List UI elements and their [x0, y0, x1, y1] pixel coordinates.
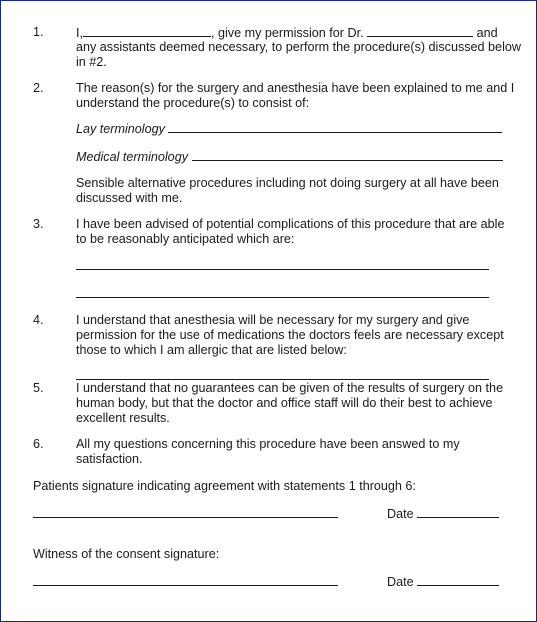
item-2-line-3: Sensible alternative procedures including not doing surgery at all have been [76, 176, 499, 190]
lay-terminology-row [76, 121, 502, 137]
item-2-line-1: The reason(s) for the surgery and anesthesia have been explained to me and I [76, 81, 515, 95]
witness-date-field[interactable] [417, 574, 499, 586]
witness-date-row [387, 574, 499, 590]
item-1-line-2: any assistants deemed necessary, to perform the procedure(s) discussed below [76, 40, 521, 54]
patient-date-row [387, 506, 499, 522]
patient-date-field[interactable] [417, 506, 499, 518]
item-5-number: 5. [33, 381, 44, 395]
witness-signature-line[interactable] [33, 585, 338, 586]
item-2-number: 2. [33, 81, 44, 95]
patient-signature-label: Patients signature indicating agreement with statements 1 through 6: [33, 479, 416, 493]
item-5-line-2: human body, but that the doctor and office staff will do their best to achieve [76, 396, 493, 410]
allergies-line[interactable] [76, 379, 489, 380]
item-3-number: 3. [33, 217, 44, 231]
medical-terminology-field[interactable] [192, 149, 503, 161]
item-1-text-a: I, [76, 26, 83, 40]
medical-terminology-label: Medical terminology [76, 150, 188, 164]
item-3-line-1: I have been advised of potential complications of this procedure that are able [76, 217, 505, 231]
item-1-line-3: in #2. [76, 55, 107, 69]
item-6-line-2: satisfaction. [76, 452, 143, 466]
patient-signature-line[interactable] [33, 517, 338, 518]
item-6-number: 6. [33, 437, 44, 451]
item-4-number: 4. [33, 313, 44, 327]
item-4-line-3: those to which I am allergic that are listed below: [76, 343, 347, 357]
patient-date-label: Date [387, 507, 414, 521]
item-1-text-c: and [476, 26, 498, 40]
witness-label: Witness of the consent signature: [33, 547, 220, 561]
item-6-line-1: All my questions concerning this procedure have been answed to my [76, 437, 460, 451]
complications-line-1[interactable] [76, 269, 489, 270]
item-2-line-2: understand the procedure(s) to consist of: [76, 96, 310, 110]
patient-name-field[interactable] [83, 25, 211, 37]
item-1-line-1 [76, 25, 498, 41]
medical-terminology-row [76, 149, 503, 165]
doctor-name-field[interactable] [367, 25, 473, 37]
item-5-line-3: excellent results. [76, 411, 170, 425]
item-3-line-2: to be reasonably anticipated which are: [76, 232, 295, 246]
item-1-text-b: , give my permission for Dr. [211, 26, 364, 40]
item-2-line-4: discussed with me. [76, 191, 183, 205]
lay-terminology-label: Lay terminology [76, 122, 165, 136]
lay-terminology-field[interactable] [168, 121, 502, 133]
witness-date-label: Date [387, 575, 414, 589]
item-1-number: 1. [33, 25, 44, 39]
item-5-line-1: I understand that no guarantees can be given of the results of surgery on the [76, 381, 504, 395]
item-4-line-2: permission for the use of medications the doctors feels are necessary except [76, 328, 504, 342]
complications-line-2[interactable] [76, 297, 489, 298]
item-4-line-1: I understand that anesthesia will be necessary for my surgery and give [76, 313, 470, 327]
